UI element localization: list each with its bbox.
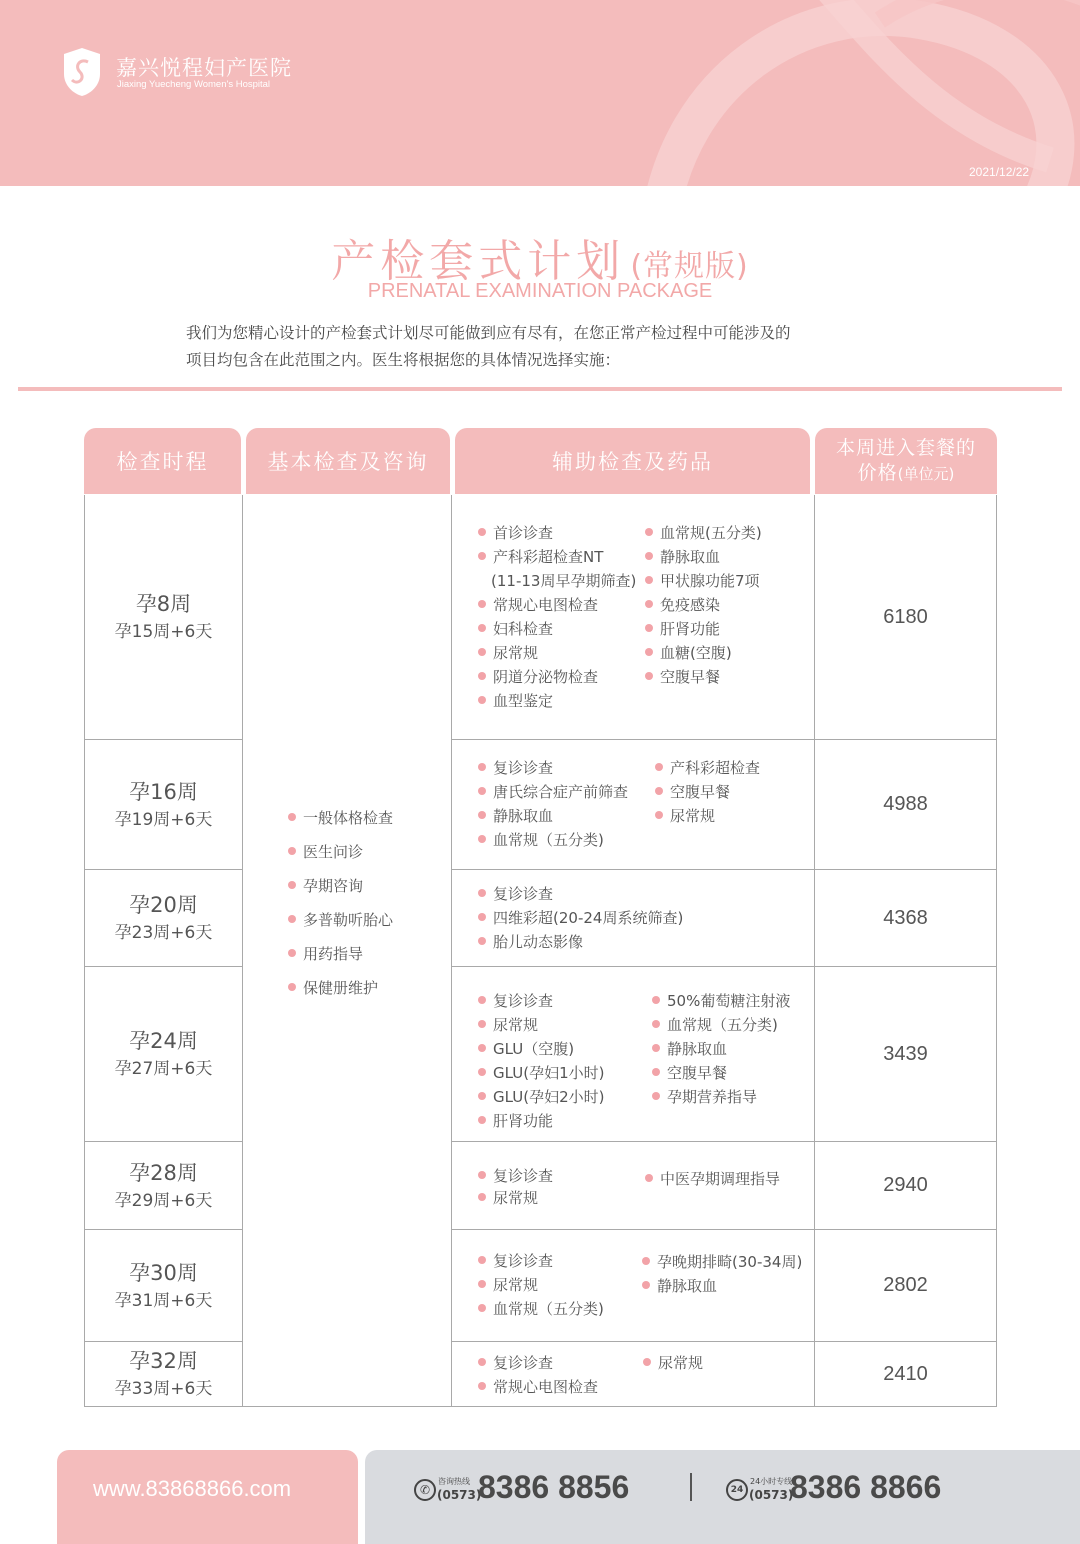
bullet-icon <box>655 811 663 819</box>
list-item <box>288 842 363 862</box>
divider <box>18 387 1062 391</box>
list-item <box>655 758 760 778</box>
price-cell <box>814 967 997 1142</box>
list-item-label: 产科彩超检查NT <box>493 548 604 566</box>
list-item-label: 医生问诊 <box>303 843 364 861</box>
header-banner <box>0 0 1080 186</box>
list-item <box>478 595 598 615</box>
bullet-icon <box>642 1257 650 1265</box>
list-item <box>645 667 720 687</box>
list-item <box>478 932 583 952</box>
ribbon-decoration-icon <box>620 0 1080 186</box>
price-value: 2802 <box>883 1274 928 1296</box>
bullet-icon <box>478 996 486 1004</box>
list-item <box>288 944 363 964</box>
24h-phone-icon: 24 <box>726 1479 748 1501</box>
bullet-icon <box>478 600 486 608</box>
list-item-label: 复诊诊查 <box>493 1167 554 1185</box>
price-value: 3439 <box>883 1042 928 1065</box>
header-basic: 基本检查及咨询 <box>246 428 450 494</box>
bullet-icon <box>478 1092 486 1100</box>
list-item <box>478 1377 598 1397</box>
list-item-label: 肝肾功能 <box>493 1112 554 1130</box>
bullet-icon <box>645 624 653 632</box>
list-item-label: 多普勒听胎心 <box>303 911 394 929</box>
list-item <box>478 1087 604 1107</box>
bullet-icon <box>645 552 653 560</box>
list-item <box>645 595 720 615</box>
list-item <box>645 619 720 639</box>
period-week: 孕28周 <box>129 1160 198 1185</box>
bullet-icon <box>288 813 296 821</box>
consult-phone-number[interactable]: 8386 8856 <box>478 1469 630 1505</box>
list-item-label: 静脉取血 <box>667 1040 728 1058</box>
list-item <box>478 830 604 850</box>
list-item <box>288 876 363 896</box>
list-item-label: GLU（空腹) <box>493 1040 575 1058</box>
list-item <box>643 1353 703 1373</box>
bullet-icon <box>478 1304 486 1312</box>
list-item <box>288 978 378 998</box>
list-item <box>478 1251 553 1271</box>
document-date: 2021/12/22 <box>969 165 1030 179</box>
bullet-icon <box>645 672 653 680</box>
list-item-label: 静脉取血 <box>657 1277 718 1295</box>
list-item-label: 复诊诊查 <box>493 1252 554 1270</box>
list-item <box>478 991 553 1011</box>
list-item <box>655 782 730 802</box>
period-week: 孕8周 <box>135 592 192 616</box>
list-item-label: (11-13周早孕期筛查) <box>491 572 637 590</box>
list-item-label: 妇科检查 <box>493 620 554 638</box>
bullet-icon <box>478 552 486 560</box>
price-value: 2410 <box>883 1362 928 1385</box>
list-item <box>478 1299 604 1319</box>
list-item-label: 尿常规 <box>493 644 539 662</box>
bullet-icon <box>478 913 486 921</box>
period-cell <box>84 1142 242 1230</box>
title-sub: (常规版) <box>630 249 749 284</box>
bullet-icon <box>478 528 486 536</box>
list-item <box>478 1111 553 1131</box>
price-value: 2940 <box>883 1174 928 1196</box>
list-item-label: 产科彩超检查 <box>670 759 761 777</box>
phone-icon: ✆ <box>414 1479 436 1501</box>
list-item <box>478 758 553 778</box>
list-item-label: GLU(孕妇1小时) <box>493 1064 605 1082</box>
list-item <box>478 1188 538 1208</box>
list-item-label: 50%葡萄糖注射液 <box>667 992 791 1010</box>
list-item-label: 四维彩超(20-24周系统筛查) <box>493 909 684 927</box>
list-item <box>645 643 732 663</box>
consult-area-code: (0573) <box>437 1488 482 1502</box>
hospital-logo-icon <box>60 46 104 98</box>
list-item <box>478 1166 553 1186</box>
bullet-icon <box>478 624 486 632</box>
list-item-label: 中医孕期调理指导 <box>660 1170 781 1188</box>
list-item <box>655 806 715 826</box>
list-item <box>652 991 790 1011</box>
list-item-label: 常规心电图检查 <box>493 1378 599 1396</box>
list-item-label: 免疫感染 <box>660 596 721 614</box>
bullet-icon <box>478 696 486 704</box>
list-item <box>478 619 553 639</box>
hospital-name: 嘉兴悦程妇产医院 <box>116 56 292 80</box>
list-item-label: 孕期营养指导 <box>667 1088 758 1106</box>
list-item-label: 血糖(空腹) <box>660 644 732 662</box>
bullet-icon <box>478 1044 486 1052</box>
period-cell <box>84 967 242 1142</box>
list-item <box>478 1353 553 1373</box>
period-until: 孕31周+6天 <box>114 1290 213 1311</box>
bullet-icon <box>478 811 486 819</box>
list-item-label: 唐氏综合症产前筛查 <box>493 783 629 801</box>
header-price-line1: 本周进入套餐的 <box>835 436 976 459</box>
bullet-icon <box>652 996 660 1004</box>
period-cell <box>84 870 242 967</box>
bullet-icon <box>478 937 486 945</box>
list-item <box>478 1063 604 1083</box>
bullet-icon <box>645 528 653 536</box>
bullet-icon <box>288 949 296 957</box>
bullet-icon <box>288 881 296 889</box>
bullet-icon <box>645 648 653 656</box>
period-week: 孕24周 <box>129 1029 198 1053</box>
list-item <box>478 1015 538 1035</box>
list-item <box>652 1087 757 1107</box>
bullet-icon <box>288 847 296 855</box>
list-item-label: 静脉取血 <box>493 807 554 825</box>
bullet-icon <box>655 787 663 795</box>
list-item-label: 血常规（五分类) <box>493 831 604 849</box>
list-item-label: 血型鉴定 <box>493 692 554 710</box>
list-item <box>652 1039 727 1059</box>
bullet-icon <box>288 983 296 991</box>
consult-tag: 咨询热线 <box>438 1477 470 1486</box>
price-cell <box>814 1142 997 1230</box>
intro-line: 项目均包含在此范围之内。医生将根据您的具体情况选择实施： <box>186 351 621 369</box>
list-item <box>645 571 760 591</box>
period-until: 孕29周+6天 <box>114 1190 213 1211</box>
bullet-icon <box>478 672 486 680</box>
list-item <box>491 571 636 591</box>
bullet-icon <box>478 1116 486 1124</box>
list-item-label: 复诊诊查 <box>493 992 554 1010</box>
bullet-icon <box>478 1193 486 1201</box>
list-item-label: 血常规(五分类) <box>660 524 762 542</box>
bullet-icon <box>655 763 663 771</box>
header-aux: 辅助检查及药品 <box>455 428 810 494</box>
list-item-label: 复诊诊查 <box>493 759 554 777</box>
bullet-icon <box>478 787 486 795</box>
header-price-line2: 价格 <box>857 461 898 484</box>
period-until: 孕33周+6天 <box>114 1379 213 1399</box>
intro-text <box>186 320 906 374</box>
bullet-icon <box>478 889 486 897</box>
bullet-icon <box>478 1382 486 1390</box>
bullet-icon <box>478 1068 486 1076</box>
list-item-label: 常规心电图检查 <box>493 596 599 614</box>
bullet-icon <box>478 1256 486 1264</box>
list-item-label: 血常规（五分类) <box>493 1300 604 1318</box>
list-item <box>478 643 538 663</box>
title-english: PRENATAL EXAMINATION PACKAGE <box>367 280 713 302</box>
period-cell <box>84 1230 242 1342</box>
list-item <box>478 1275 538 1295</box>
bullet-icon <box>645 1174 653 1182</box>
list-item <box>478 806 553 826</box>
list-item <box>478 1039 574 1059</box>
period-until: 孕15周+6天 <box>114 622 213 642</box>
bullet-icon <box>652 1044 660 1052</box>
bullet-icon <box>288 915 296 923</box>
list-item-label: 尿常规 <box>670 807 716 825</box>
bullet-icon <box>645 600 653 608</box>
header-price-unit: (单位元) <box>897 464 955 483</box>
list-item <box>478 908 683 928</box>
price-cell <box>814 495 997 740</box>
price-cell <box>814 740 997 870</box>
period-until: 孕19周+6天 <box>114 809 213 830</box>
bullet-icon <box>643 1358 651 1366</box>
list-item <box>645 523 762 543</box>
hotline-area-code: (0573) <box>749 1488 794 1502</box>
period-cell <box>84 495 242 740</box>
list-item <box>652 1015 778 1035</box>
bullet-icon <box>478 763 486 771</box>
intro-line: 我们为您精心设计的产检套式计划尽可能做到应有尽有，在您正常产检过程中可能涉及的 <box>186 324 791 342</box>
bullet-icon <box>478 1171 486 1179</box>
list-item <box>642 1252 802 1272</box>
list-item <box>645 547 720 567</box>
bullet-icon <box>478 835 486 843</box>
period-week: 孕20周 <box>129 893 198 917</box>
title-main: 产检套式计划 <box>331 236 626 287</box>
list-item <box>652 1063 727 1083</box>
period-cell <box>84 1342 242 1407</box>
bullet-icon <box>645 576 653 584</box>
list-item <box>478 884 553 904</box>
list-item <box>478 667 598 687</box>
period-until: 孕27周+6天 <box>114 1059 213 1079</box>
header-price <box>815 428 997 494</box>
bullet-icon <box>652 1092 660 1100</box>
header-period: 检查时程 <box>84 428 241 494</box>
list-item-label: 肝肾功能 <box>660 620 721 638</box>
list-item-label: 保健册维护 <box>303 979 379 997</box>
period-until: 孕23周+6天 <box>114 923 213 943</box>
phone-separator <box>690 1473 692 1501</box>
bullet-icon <box>642 1281 650 1289</box>
list-item-label: 阴道分泌物检查 <box>493 668 599 686</box>
hotline-tag: 24小时专线 <box>750 1477 793 1486</box>
list-item-label: 孕晚期排畸(30-34周) <box>657 1253 803 1271</box>
list-item-label: 空腹早餐 <box>660 668 721 686</box>
bullet-icon <box>478 1358 486 1366</box>
list-item <box>478 782 628 802</box>
list-item-label: 首诊诊查 <box>493 524 554 542</box>
list-item-label: 空腹早餐 <box>667 1064 728 1082</box>
list-item <box>288 910 393 930</box>
aux-cell <box>451 1342 814 1407</box>
list-item-label: 甲状腺功能7项 <box>660 572 760 590</box>
website-link[interactable]: www.83868866.com <box>93 1476 292 1501</box>
list-item <box>642 1276 717 1296</box>
list-item <box>478 547 603 567</box>
list-item-label: 复诊诊查 <box>493 885 554 903</box>
list-item <box>288 808 393 828</box>
bullet-icon <box>478 1280 486 1288</box>
list-item-label: 静脉取血 <box>660 548 721 566</box>
price-cell <box>814 1342 997 1407</box>
list-item <box>645 1169 780 1189</box>
list-item-label: 复诊诊查 <box>493 1354 554 1372</box>
bullet-icon <box>478 648 486 656</box>
list-item-label: 尿常规 <box>493 1189 539 1207</box>
period-week: 孕30周 <box>129 1260 198 1285</box>
list-item-label: 尿常规 <box>658 1354 704 1372</box>
period-week: 孕32周 <box>129 1349 198 1373</box>
period-cell <box>84 740 242 870</box>
price-value: 4988 <box>883 793 928 815</box>
list-item-label: 用药指导 <box>303 945 364 963</box>
bullet-icon <box>652 1068 660 1076</box>
list-item-label: 空腹早餐 <box>670 783 731 801</box>
list-item-label: 尿常规 <box>493 1276 539 1294</box>
list-item-label: 孕期咨询 <box>303 877 364 895</box>
list-item <box>478 523 553 543</box>
list-item-label: 一般体格检查 <box>303 809 394 827</box>
price-cell <box>814 1230 997 1342</box>
list-item <box>478 691 553 711</box>
hospital-name-en: Jiaxing Yuecheng Women's Hospital <box>117 79 271 90</box>
price-value: 6180 <box>883 605 928 628</box>
price-cell <box>814 870 997 967</box>
list-item-label: GLU(孕妇2小时) <box>493 1088 605 1106</box>
bullet-icon <box>652 1020 660 1028</box>
list-item-label: 血常规（五分类) <box>667 1016 778 1034</box>
bullet-icon <box>478 1020 486 1028</box>
hotline-phone-number[interactable]: 8386 8866 <box>790 1469 942 1505</box>
list-item-label: 胎儿动态影像 <box>493 933 584 951</box>
list-item-label: 尿常规 <box>493 1016 539 1034</box>
period-week: 孕16周 <box>129 779 198 804</box>
price-value: 4368 <box>883 906 928 929</box>
